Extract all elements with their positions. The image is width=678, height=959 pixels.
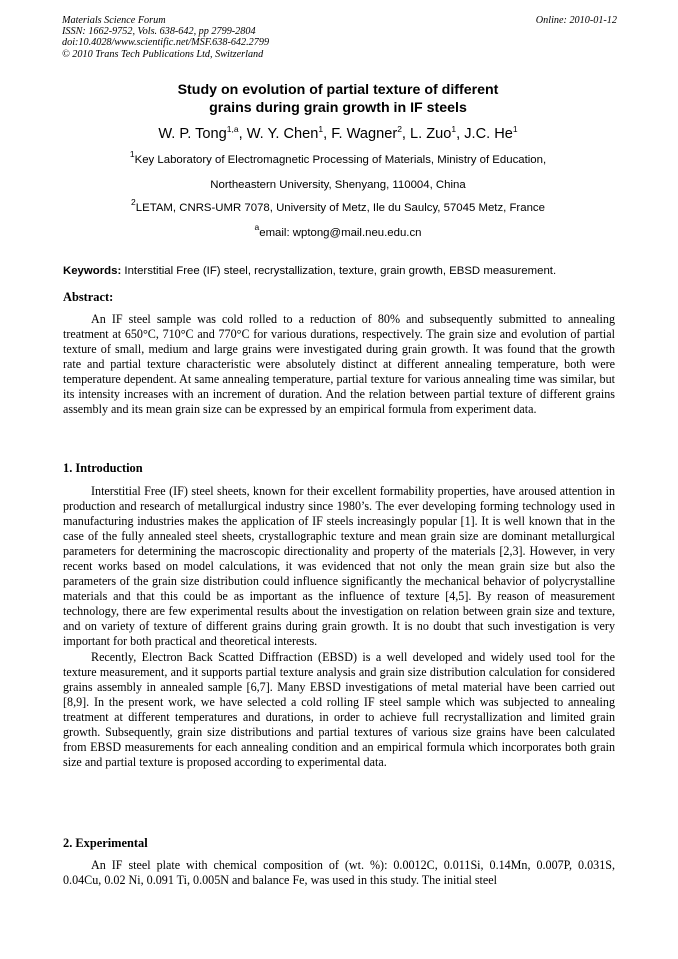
- affiliation-1-line-2: Northeastern University, Shenyang, 110004, China: [210, 179, 466, 191]
- author-separator: ,: [238, 126, 247, 142]
- author-list: [60, 125, 616, 143]
- author: [331, 126, 410, 142]
- affiliation-text: Key Laboratory of Electromagnetic Processing of Materials, Ministry of Education,: [134, 154, 547, 166]
- author-separator: ,: [323, 126, 332, 142]
- journal-header: [62, 15, 617, 60]
- author-separator: ,: [456, 126, 465, 142]
- title-line-2: grains during grain growth in IF steels: [209, 99, 467, 116]
- journal-name: Materials Science Forum: [62, 15, 166, 26]
- abstract-body: [63, 312, 615, 417]
- introduction-paragraph-1: Interstitial Free (IF) steel sheets, known for their excellent formability properties, have aroused attention in production and research of metallurgical industry since 1980’s. The ever developing forming technology used in manufacturing industries makes the application of IF steels increasingly popular [1]. It is well known that in the case of the fully annealed steel sheets, crystallographic texture and mean grain size are dominant metallurgical parameters for determining the macroscopic directionality and property of the materials [2,3]. However, in very recent works based on model calculations, it was evidenced that not only the mean grain size but also the parameters of the grain size distribution could influence significantly the mechanical behavior of polycrystalline materials and that this could be as important as the influence of texture [4,5]. By reason of measurement technology, there are few experimental results about the investigation on relation between grain size and texture, and on variety of texture of different grains during grain growth. It is no doubt that such investigation is very important for both practical and theoretical interests.: [63, 484, 615, 649]
- author: [464, 126, 517, 142]
- author: [410, 126, 464, 142]
- abstract-heading: Abstract:: [63, 290, 114, 304]
- experimental-body: [63, 858, 615, 888]
- keywords-label: Keywords:: [63, 265, 122, 277]
- affiliation-mark: 1: [129, 149, 135, 159]
- affiliation-1-line-1: [60, 149, 616, 167]
- email-mark: a: [254, 222, 260, 232]
- author-affiliation-mark: 1: [451, 124, 457, 134]
- author-name: W. Y. Chen: [246, 126, 319, 142]
- author-affiliation-mark: 1,a: [226, 124, 239, 134]
- affiliation-text: LETAM, CNRS-UMR 7078, University of Metz, Ile du Saulcy, 57045 Metz, France: [135, 202, 545, 214]
- author-name: L. Zuo: [410, 126, 452, 142]
- author: [158, 126, 246, 142]
- keywords-text: Interstitial Free (IF) steel, recrystallization, texture, grain growth, EBSD measurement.: [121, 265, 557, 277]
- author-name: F. Wagner: [331, 126, 398, 142]
- corresponding-email: [60, 222, 616, 240]
- keywords: [63, 264, 618, 278]
- experimental-heading: 2. Experimental: [63, 836, 148, 850]
- email-text: email: wptong@mail.neu.edu.cn: [259, 227, 422, 239]
- introduction-paragraph-2: Recently, Electron Back Scatted Diffraction (EBSD) is a well developed and widely used tool for the texture measurement, and it supports partial texture analysis and grain size distribution calculation for considered grains assembly in annealed sample [6,7]. Many EBSD investigations of metal material have been carried out [8,9]. In the present work, we have selected a cold rolling IF steel sample which was subjected to annealing treatment at different temperatures and durations, in order to achieve full recrystallization and limited grain growth. Subsequently, grain size distributions and partial textures of various size grains have been calculated from EBSD measurements for each annealing condition and an empirical formula which incorporates both grain size and partial texture is proposed according to experimental data.: [63, 649, 615, 769]
- author-name: J.C. He: [464, 126, 513, 142]
- issn-line: ISSN: 1662-9752, Vols. 638-642, pp 2799-2804: [62, 26, 256, 38]
- paper-title: [60, 82, 616, 117]
- affiliation-2: [60, 197, 616, 215]
- abstract-paragraph: An IF steel sample was cold rolled to a reduction of 80% and subsequently submitted to annealing treatment at 650°C, 710°C and 770°C for various durations, respectively. The grain size and evolution of partial texture of small, medium and large grains were investigated during grain growth. It was found that the growth rate and partial texture characteristic were absolutely distinct at different annealing temperature, both were temperature dependent. At same annealing temperature, partial texture for various annealing time was similar, but its intensity increases with an increment of duration. And the relation between partial texture of different grains assembly and its mean grain size can be expressed by an empirical formula from experiment data.: [63, 312, 615, 417]
- experimental-paragraph-1: An IF steel plate with chemical composition of (wt. %): 0.0012C, 0.011Si, 0.14Mn, 0.007P, 0.031S, 0.04Cu, 0.02 Ni, 0.091 Ti, 0.005N and balance Fe, was used in this study. The initial steel: [63, 858, 615, 888]
- title-line-1: Study on evolution of partial texture of different: [177, 82, 499, 98]
- author: [247, 126, 332, 142]
- author-affiliation-mark: 2: [397, 124, 402, 134]
- author-separator: ,: [401, 126, 411, 142]
- copyright-line: © 2010 Trans Tech Publications Ltd, Switzerland: [62, 48, 264, 60]
- affiliation-mark: 2: [131, 197, 136, 207]
- introduction-body: [63, 484, 615, 770]
- author-affiliation-mark: 1: [318, 124, 324, 134]
- author-affiliation-mark: 1: [512, 124, 518, 134]
- author-name: W. P. Tong: [158, 126, 227, 142]
- doi-line: doi:10.4028/www.scientific.net/MSF.638-642.2799: [62, 37, 270, 49]
- online-date: Online: 2010-01-12: [535, 15, 617, 26]
- introduction-heading: 1. Introduction: [63, 461, 143, 475]
